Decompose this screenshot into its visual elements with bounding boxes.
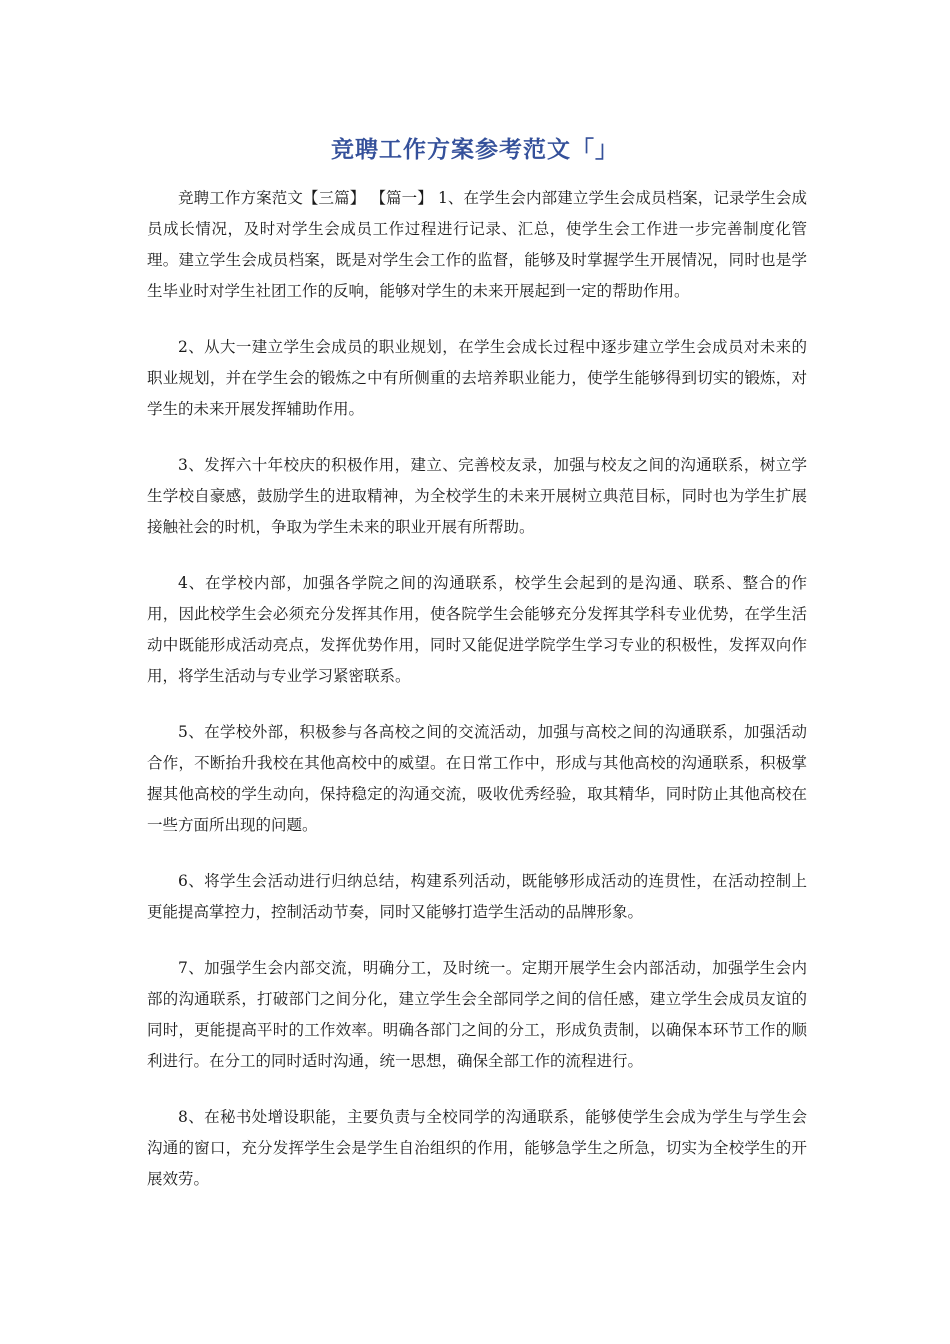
document-title: 竞聘工作方案参考范文「」 — [331, 137, 619, 163]
paragraph-8: 8、在秘书处增设职能，主要负责与全校同学的沟通联系，能够使学生会成为学生与学生会沟通的窗口，充分发挥学生会是学生自治组织的作用，能够急学生之所急，切实为全校学生的开展效劳。 — [147, 1108, 807, 1188]
paragraph-5: 5、在学校外部，积极参与各高校之间的交流活动，加强与高校之间的沟通联系，加强活动合作，不断抬升我校在其他高校中的威望。在日常工作中，形成与其他高校的沟通联系，积极掌握其他高校的学生动向，保持稳定的沟通交流，吸收优秀经验，取其精华，同时防止其他高校在一些方面所出现的问题。 — [147, 723, 807, 834]
paragraph-6: 6、将学生会活动进行归纳总结，构建系列活动，既能够形成活动的连贯性，在活动控制上更能提高掌控力，控制活动节奏，同时又能够打造学生活动的品牌形象。 — [147, 872, 807, 921]
paragraph-3: 3、发挥六十年校庆的积极作用，建立、完善校友录，加强与校友之间的沟通联系，树立学生学校自豪感，鼓励学生的进取精神，为全校学生的未来开展树立典范目标，同时也为学生扩展接触社会的时机，争取为学生未来的职业开展有所帮助。 — [147, 456, 807, 536]
paragraph-7: 7、加强学生会内部交流，明确分工，及时统一。定期开展学生会内部活动，加强学生会内部的沟通联系，打破部门之间分化，建立学生会全部同学之间的信任感，建立学生会成员友谊的同时，更能提高平时的工作效率。明确各部门之间的分工，形成负责制，以确保本环节工作的顺利进行。在分工的同时适时沟通，统一思想，确保全部工作的流程进行。 — [147, 959, 807, 1070]
paragraph-2: 2、从大一建立学生会成员的职业规划，在学生会成长过程中逐步建立学生会成员对未来的职业规划，并在学生会的锻炼之中有所侧重的去培养职业能力，使学生能够得到切实的锻炼，对学生的未来开展发挥辅助作用。 — [147, 338, 807, 418]
paragraph-4: 4、在学校内部，加强各学院之间的沟通联系，校学生会起到的是沟通、联系、整合的作用，因此校学生会必须充分发挥其作用，使各院学生会能够充分发挥其学科专业优势，在学生活动中既能形成活动亮点，发挥优势作用，同时又能促进学院学生学习专业的积极性，发挥双向作用，将学生活动与专业学习紧密联系。 — [147, 574, 807, 685]
document-body — [147, 183, 807, 1220]
paragraph-1: 竞聘工作方案范文【三篇】 【篇一】 1、在学生会内部建立学生会成员档案，记录学生会成员成长情况，及时对学生会成员工作过程进行记录、汇总，使学生会工作进一步完善制度化管理。建立学生会成员档案，既是对学生会工作的监督，能够及时掌握学生开展情况，同时也是学生毕业时对学生社团工作的反响，能够对学生的未来开展起到一定的帮助作用。 — [147, 189, 807, 300]
